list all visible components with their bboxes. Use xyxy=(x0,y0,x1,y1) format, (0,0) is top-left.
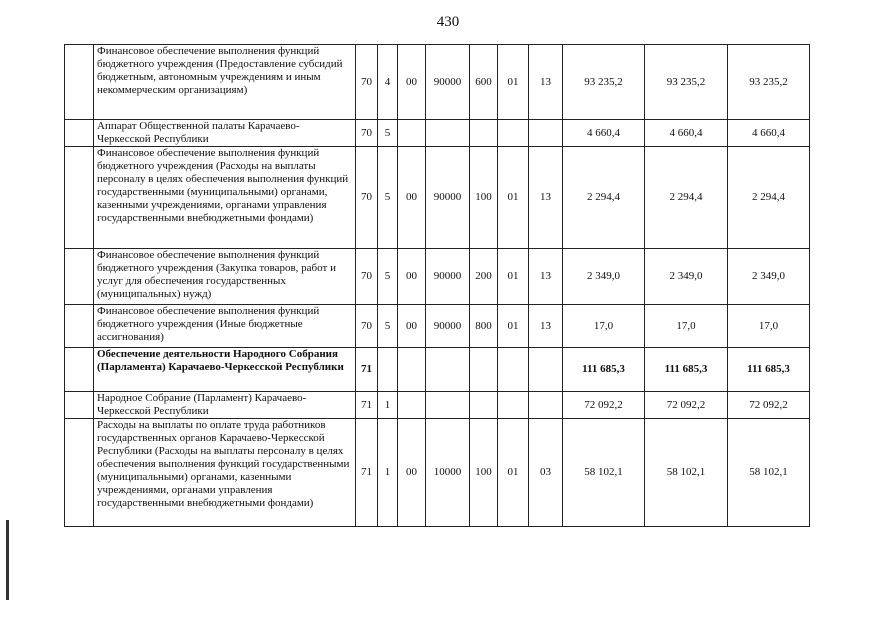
amount-year-3: 2 294,4 xyxy=(728,147,810,249)
code-subsection: 1 xyxy=(378,392,398,419)
table-row xyxy=(65,249,810,305)
code-subchapter: 13 xyxy=(529,45,563,120)
amount-year-2: 2 349,0 xyxy=(645,249,728,305)
code-expense-type xyxy=(470,120,498,147)
budget-table xyxy=(64,44,810,527)
code-subchapter xyxy=(529,348,563,392)
code-chapter: 01 xyxy=(498,147,529,249)
row-index-cell xyxy=(65,305,94,348)
code-subsection xyxy=(378,348,398,392)
row-index-cell xyxy=(65,45,94,120)
amount-year-1: 93 235,2 xyxy=(563,45,645,120)
row-description: Обеспечение деятельности Народного Собрания (Парламента) Карачаево-Черкесской Республики xyxy=(94,348,356,392)
code-subchapter: 03 xyxy=(529,419,563,527)
table-row xyxy=(65,305,810,348)
code-chapter: 01 xyxy=(498,45,529,120)
scan-margin-mark xyxy=(6,520,9,600)
row-description: Финансовое обеспечение выполнения функций бюджетного учреждения (Закупка товаров, работ и услуг для обеспечения государственных (муниципальных) нужд) xyxy=(94,249,356,305)
row-index-cell xyxy=(65,392,94,419)
amount-year-1: 4 660,4 xyxy=(563,120,645,147)
amount-year-2: 58 102,1 xyxy=(645,419,728,527)
code-section: 70 xyxy=(356,120,378,147)
code-expense-type xyxy=(470,348,498,392)
amount-year-1: 2 349,0 xyxy=(563,249,645,305)
amount-year-2: 111 685,3 xyxy=(645,348,728,392)
row-description: Финансовое обеспечение выполнения функций бюджетного учреждения (Предоставление субсидий бюджетным, автономным учреждениям и иным некоммерческим организациям) xyxy=(94,45,356,120)
row-index-cell xyxy=(65,348,94,392)
row-description: Аппарат Общественной палаты Карачаево-Черкесской Республики xyxy=(94,120,356,147)
code-section: 71 xyxy=(356,348,378,392)
code-expense-type: 100 xyxy=(470,419,498,527)
code-direction xyxy=(426,348,470,392)
amount-year-2: 17,0 xyxy=(645,305,728,348)
amount-year-3: 72 092,2 xyxy=(728,392,810,419)
code-direction: 10000 xyxy=(426,419,470,527)
table-row xyxy=(65,419,810,527)
code-subsection: 5 xyxy=(378,305,398,348)
row-index-cell xyxy=(65,120,94,147)
amount-year-2: 72 092,2 xyxy=(645,392,728,419)
code-section: 70 xyxy=(356,249,378,305)
code-expense-type: 200 xyxy=(470,249,498,305)
code-subsection: 5 xyxy=(378,147,398,249)
amount-year-3: 58 102,1 xyxy=(728,419,810,527)
row-index-cell xyxy=(65,419,94,527)
code-program xyxy=(398,392,426,419)
code-section: 71 xyxy=(356,419,378,527)
amount-year-3: 93 235,2 xyxy=(728,45,810,120)
table-row xyxy=(65,392,810,419)
code-chapter xyxy=(498,348,529,392)
code-program xyxy=(398,120,426,147)
amount-year-3: 4 660,4 xyxy=(728,120,810,147)
code-program: 00 xyxy=(398,419,426,527)
code-subchapter xyxy=(529,392,563,419)
code-direction xyxy=(426,120,470,147)
code-subchapter: 13 xyxy=(529,305,563,348)
code-subsection: 1 xyxy=(378,419,398,527)
code-program xyxy=(398,348,426,392)
code-chapter xyxy=(498,392,529,419)
amount-year-1: 2 294,4 xyxy=(563,147,645,249)
code-subchapter: 13 xyxy=(529,249,563,305)
amount-year-3: 2 349,0 xyxy=(728,249,810,305)
code-direction: 90000 xyxy=(426,147,470,249)
amount-year-2: 93 235,2 xyxy=(645,45,728,120)
row-description: Финансовое обеспечение выполнения функций бюджетного учреждения (Расходы на выплаты персоналу в целях обеспечения выполнения функций государственными (муниципальными) органами, казенными учреждениями, органами управления государственными внебюджетными фондами) xyxy=(94,147,356,249)
code-section: 70 xyxy=(356,305,378,348)
code-expense-type: 800 xyxy=(470,305,498,348)
table-row xyxy=(65,147,810,249)
code-chapter: 01 xyxy=(498,249,529,305)
table-row xyxy=(65,45,810,120)
code-chapter xyxy=(498,120,529,147)
code-subchapter: 13 xyxy=(529,147,563,249)
code-direction: 90000 xyxy=(426,305,470,348)
table-row xyxy=(65,120,810,147)
amount-year-1: 17,0 xyxy=(563,305,645,348)
table-row xyxy=(65,348,810,392)
code-subsection: 5 xyxy=(378,120,398,147)
row-description: Расходы на выплаты по оплате труда работников государственных органов Карачаево-Черкесской Республики (Расходы на выплаты персоналу в целях обеспечения выполнения функций государственными (муниципальными) органами, казенными учреждениями, органами управления государственными внебюджетными фондами) xyxy=(94,419,356,527)
row-index-cell xyxy=(65,249,94,305)
code-subsection: 4 xyxy=(378,45,398,120)
amount-year-1: 111 685,3 xyxy=(563,348,645,392)
row-description: Финансовое обеспечение выполнения функций бюджетного учреждения (Иные бюджетные ассигнования) xyxy=(94,305,356,348)
row-index-cell xyxy=(65,147,94,249)
code-direction xyxy=(426,392,470,419)
amount-year-2: 4 660,4 xyxy=(645,120,728,147)
code-chapter: 01 xyxy=(498,419,529,527)
code-expense-type: 600 xyxy=(470,45,498,120)
code-section: 70 xyxy=(356,45,378,120)
amount-year-1: 72 092,2 xyxy=(563,392,645,419)
code-subchapter xyxy=(529,120,563,147)
page-number: 430 xyxy=(436,14,460,30)
code-section: 70 xyxy=(356,147,378,249)
code-direction: 90000 xyxy=(426,249,470,305)
amount-year-1: 58 102,1 xyxy=(563,419,645,527)
code-expense-type xyxy=(470,392,498,419)
code-subsection: 5 xyxy=(378,249,398,305)
amount-year-3: 17,0 xyxy=(728,305,810,348)
code-program: 00 xyxy=(398,249,426,305)
code-section: 71 xyxy=(356,392,378,419)
code-direction: 90000 xyxy=(426,45,470,120)
code-expense-type: 100 xyxy=(470,147,498,249)
code-program: 00 xyxy=(398,45,426,120)
code-program: 00 xyxy=(398,305,426,348)
amount-year-3: 111 685,3 xyxy=(728,348,810,392)
amount-year-2: 2 294,4 xyxy=(645,147,728,249)
code-program: 00 xyxy=(398,147,426,249)
row-description: Народное Собрание (Парламент) Карачаево-Черкесской Республики xyxy=(94,392,356,419)
code-chapter: 01 xyxy=(498,305,529,348)
